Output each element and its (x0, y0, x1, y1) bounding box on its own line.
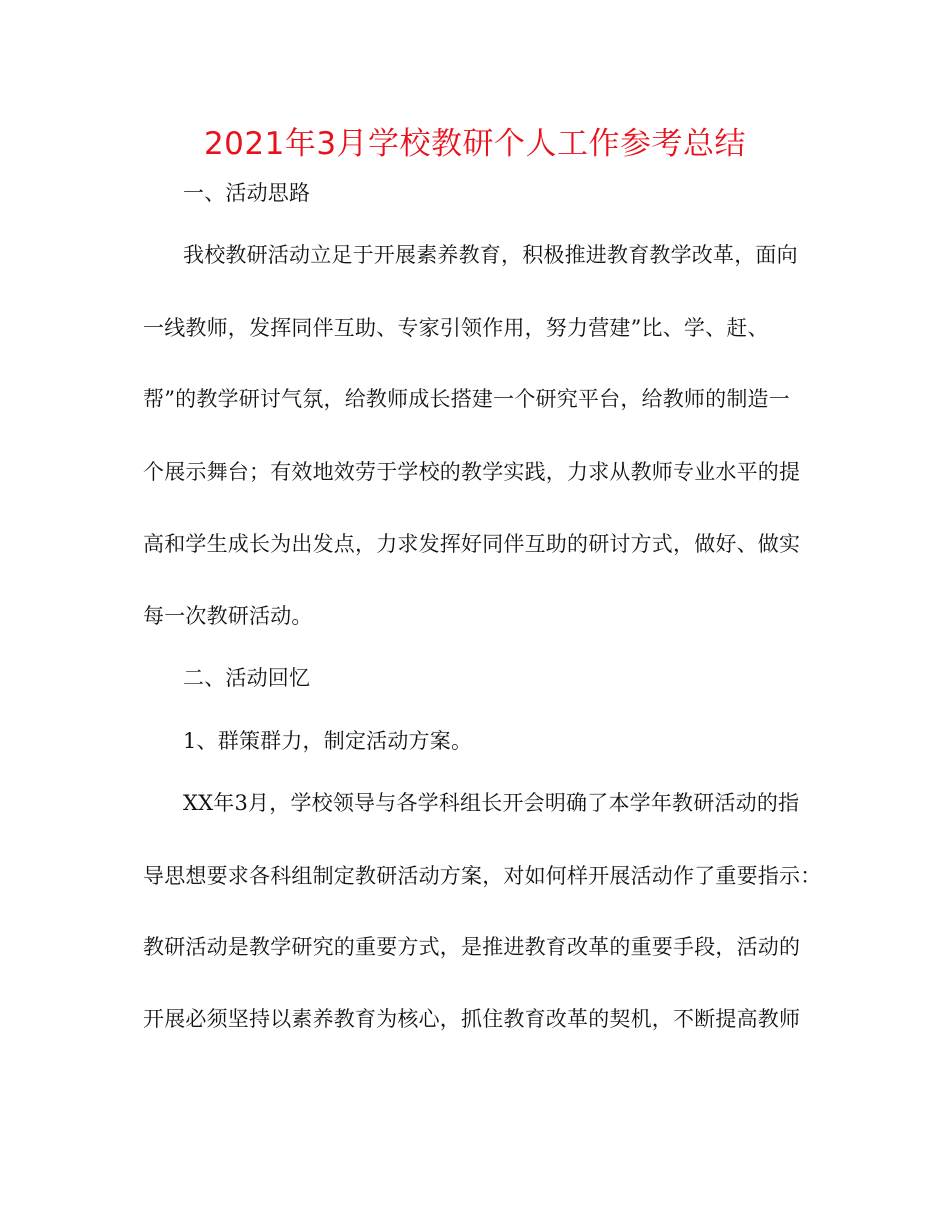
paragraph-line: 导思想要求各科组制定教研活动方案，对如何样开展活动作了重要指示： (143, 864, 822, 888)
paragraph-line: 教研活动是教学研究的重要方式，是推进教育改革的重要手段，活动的 (143, 935, 801, 959)
paragraph-line: 高和学生成长为出发点，力求发挥好同伴互助的研讨方式，做好、做实 (143, 532, 801, 556)
paragraph-line: 个展示舞台；有效地效劳于学校的教学实践，力求从教师专业水平的提 (143, 460, 801, 484)
paragraph-line: 一线教师，发挥同伴互助、专家引领作用，努力营建”比、学、赶、 (143, 316, 769, 340)
subheading-plan: 1、群策群力，制定活动方案。 (183, 729, 473, 753)
section-heading-activity-approach: 一、活动思路 (183, 181, 311, 205)
paragraph-line: 每一次教研活动。 (143, 604, 313, 628)
document-title: 2021年3月学校教研个人工作参考总结 (203, 126, 747, 162)
section-heading-activity-review: 二、活动回忆 (183, 666, 311, 690)
paragraph-line: XX年3月，学校领导与各学科组长开会明确了本学年教研活动的指 (183, 791, 800, 815)
paragraph-line: 我校教研活动立足于开展素养教育，积极推进教育教学改革，面向 (183, 243, 798, 267)
paragraph-line: 帮”的教学研讨气氛，给教师成长搭建一个研究平台，给教师的制造一 (143, 387, 790, 411)
paragraph-line: 开展必须坚持以素养教育为核心，抓住教育改革的契机，不断提高教师 (143, 1007, 801, 1031)
